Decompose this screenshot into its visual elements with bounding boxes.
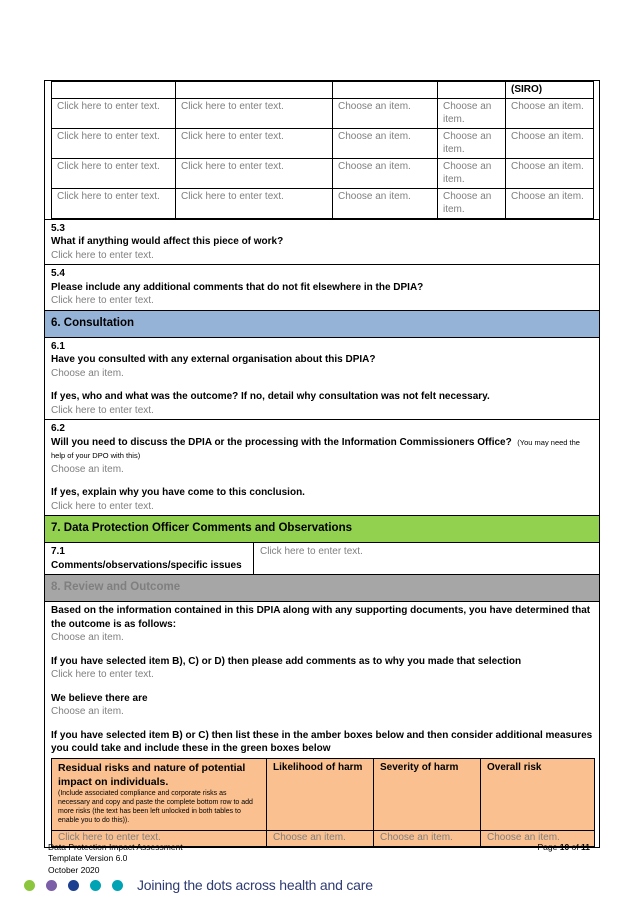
dropdown-field[interactable]: Choose an item. — [506, 158, 594, 188]
question-6-1 — [45, 337, 599, 420]
text-field[interactable]: Click here to enter text. — [176, 158, 333, 188]
answer-field[interactable]: Click here to enter text. — [51, 295, 154, 306]
text-field[interactable]: Click here to enter text. — [52, 128, 176, 158]
question-text: Will you need to discuss the DPIA or the processing with the Information Commissioners Office? (You may need the help of your DPO with this) — [51, 436, 580, 460]
page-number: Page 10 of 11 — [537, 842, 590, 852]
question-6-2 — [45, 419, 599, 515]
severity-header: Severity of harm — [374, 758, 481, 830]
brand-dot-icon — [90, 880, 101, 891]
brand-dot-icon — [24, 880, 35, 891]
dropdown-field[interactable]: Choose an item. — [333, 188, 438, 218]
question-number: 7.1 — [51, 546, 65, 557]
dropdown-field[interactable]: Choose an item. — [438, 188, 506, 218]
dropdown-field[interactable]: Choose an item. — [333, 128, 438, 158]
risk-owner-table — [51, 81, 594, 219]
footer-doc-title: Data Protection Impact Assessment — [48, 842, 183, 852]
question-text: Have you consulted with any external organisation about this DPIA? — [51, 354, 376, 365]
risk-col-header: Residual risks and nature of potential impact on individuals. — [58, 761, 246, 788]
question-5-4 — [45, 264, 599, 310]
risk-text-field[interactable]: Click here to enter text. — [52, 830, 267, 847]
selection-question: If you have selected item B), C) or D) then please add comments as to why you made that selection — [51, 655, 522, 667]
dropdown-field[interactable]: Choose an item. — [506, 128, 594, 158]
brand-dot-icon — [46, 880, 57, 891]
question-number: 6.2 — [51, 423, 65, 434]
brand-dot-icon — [68, 880, 79, 891]
dropdown-field[interactable]: Choose an item. — [333, 98, 438, 128]
question-note: (You may need the help of your DPO with this) — [51, 437, 580, 460]
table-row — [52, 98, 594, 128]
page-footer — [48, 842, 590, 876]
risk-table-header — [52, 758, 595, 830]
question-7-1 — [45, 542, 599, 574]
answer-field[interactable]: Click here to enter text. — [260, 546, 363, 557]
residual-risk-table — [51, 758, 595, 848]
text-field[interactable]: Click here to enter text. — [52, 188, 176, 218]
question-5-3 — [45, 219, 599, 265]
text-field[interactable]: Click here to enter text. — [176, 98, 333, 128]
table-row — [52, 188, 594, 218]
text-field[interactable]: Click here to enter text. — [176, 188, 333, 218]
brand-tagline — [24, 876, 373, 895]
answer-field[interactable]: Click here to enter text. — [51, 500, 154, 512]
text-field[interactable]: Click here to enter text. — [176, 128, 333, 158]
question-number: 5.3 — [51, 222, 65, 234]
likelihood-header: Likelihood of harm — [267, 758, 374, 830]
footer-version: Template Version 6.0 — [48, 853, 128, 864]
believe-label: We believe there are — [51, 692, 148, 704]
brand-dot-icon — [112, 880, 123, 891]
answer-dropdown[interactable]: Choose an item. — [51, 463, 124, 475]
text-field[interactable]: Click here to enter text. — [52, 98, 176, 128]
overall-risk-header: Overall risk — [481, 758, 595, 830]
answer-field[interactable]: Click here to enter text. — [51, 404, 154, 416]
dropdown-field[interactable]: Choose an item. — [438, 128, 506, 158]
believe-dropdown[interactable]: Choose an item. — [51, 706, 124, 717]
overall-risk-dropdown[interactable]: Choose an item. — [481, 830, 595, 847]
section-8-heading: 8. Review and Outcome — [45, 574, 599, 601]
risk-col-note: (Include associated compliance and corporate risks as necessary and copy and paste the complete bottom row to add more risks (the text has been left unlocked in both tables to enable you to do this)). — [58, 789, 253, 825]
dropdown-field[interactable]: Choose an item. — [438, 158, 506, 188]
table-row — [52, 128, 594, 158]
outcome-question: Based on the information contained in this DPIA along with any supporting documents, you have determined that the outcome is as follows: — [51, 605, 591, 630]
followup-question: If yes, who and what was the outcome? If no, detail why consultation was not felt necessary. — [51, 391, 490, 402]
question-text: Comments/observations/specific issues — [51, 559, 242, 571]
siro-header: (SIRO) — [506, 82, 594, 99]
footer-date: October 2020 — [48, 864, 100, 875]
likelihood-dropdown[interactable]: Choose an item. — [267, 830, 374, 847]
outcome-dropdown[interactable]: Choose an item. — [51, 632, 124, 643]
table-row — [52, 158, 594, 188]
amber-intro: If you have selected item B) or C) then list these in the amber boxes below and then consider additional measures you could take and include these in the green boxes below — [51, 729, 593, 754]
answer-field[interactable]: Click here to enter text. — [51, 669, 154, 680]
text-field[interactable]: Click here to enter text. — [52, 158, 176, 188]
table-header-row — [52, 82, 594, 99]
review-outcome-body — [45, 601, 599, 756]
severity-dropdown[interactable]: Choose an item. — [374, 830, 481, 847]
answer-field[interactable]: Click here to enter text. — [51, 249, 154, 261]
section-6-heading: 6. Consultation — [45, 310, 599, 337]
section-7-heading: 7. Data Protection Officer Comments and Observations — [45, 515, 599, 542]
dropdown-field[interactable]: Choose an item. — [333, 158, 438, 188]
answer-dropdown[interactable]: Choose an item. — [51, 367, 124, 379]
followup-question: If yes, explain why you have come to this conclusion. — [51, 487, 305, 498]
question-text: What if anything would affect this piece of work? — [51, 236, 284, 247]
dropdown-field[interactable]: Choose an item. — [506, 188, 594, 218]
question-number: 6.1 — [51, 340, 65, 352]
question-text: Please include any additional comments that do not fit elsewhere in the DPIA? — [51, 281, 424, 293]
question-number: 5.4 — [51, 268, 65, 279]
tagline-text: Joining the dots across health and care — [137, 877, 373, 893]
dpia-form-page — [44, 80, 600, 848]
dropdown-field[interactable]: Choose an item. — [438, 98, 506, 128]
dropdown-field[interactable]: Choose an item. — [506, 98, 594, 128]
